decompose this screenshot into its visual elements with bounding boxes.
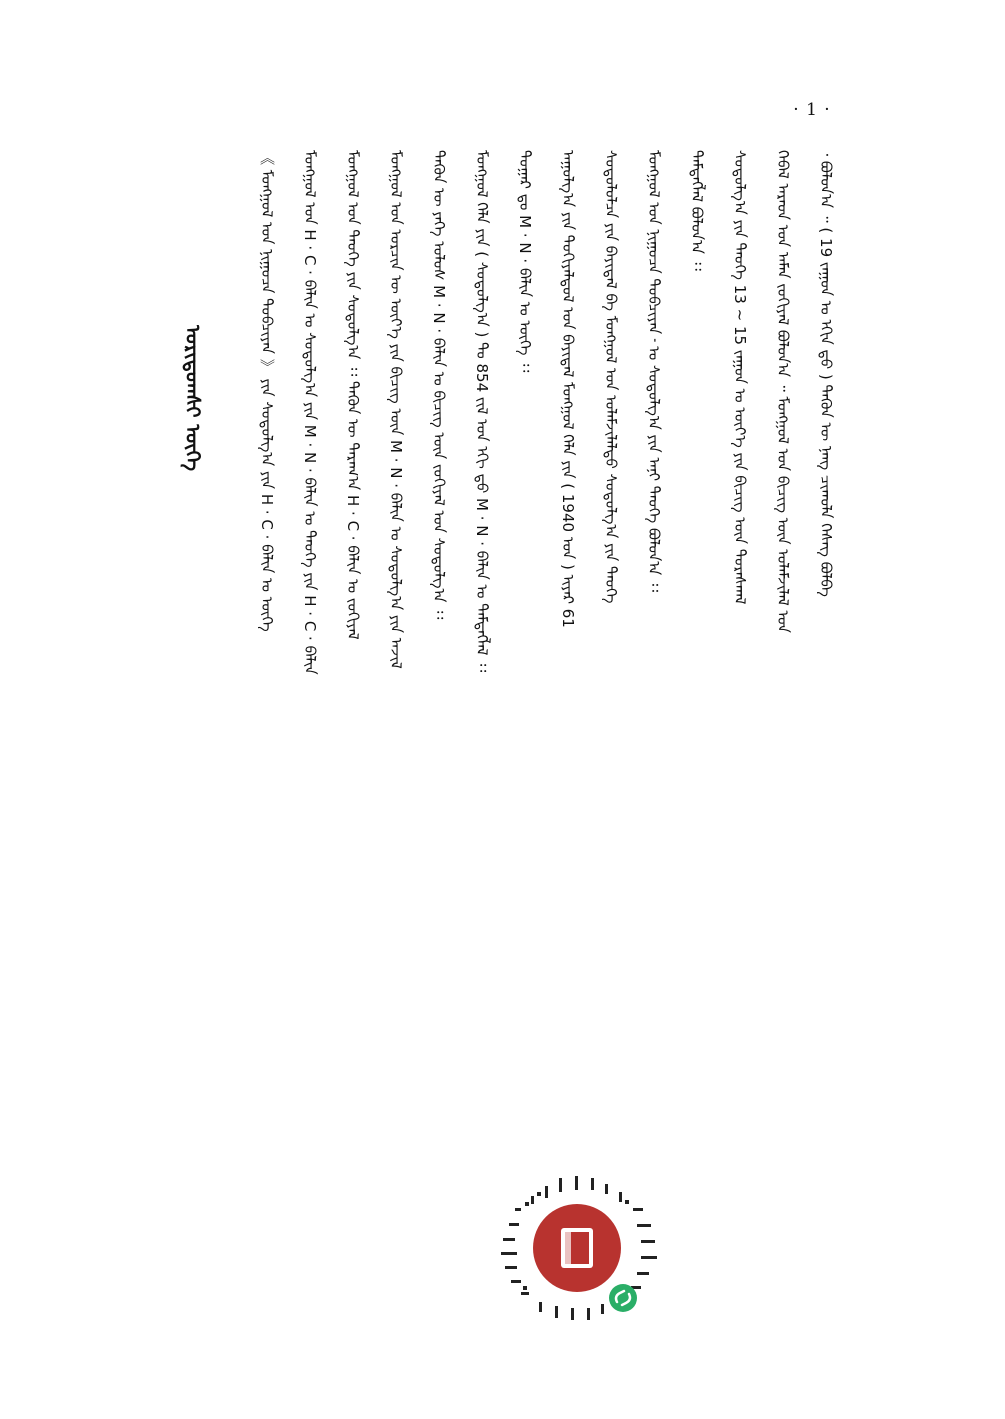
text-line-13: ᠮᠣᠩᠭᠣᠯ ᠤᠨ H · C · ᠪᠠᠯᠢᠨ ᠤ ᠰᠤᠳᠤᠯᠭ᠎ᠠ ᠶᠢᠨ M · N · ᠪᠠᠯᠢᠨ ᠤ ᠲᠡᠦᠬᠡ ᠶᠢᠨ H · C · ᠪᠠᠯᠢᠨ (301, 150, 319, 675)
book-icon (561, 1228, 593, 1268)
text-line-6: ᠰᠤᠳᠤᠯᠤᠯᠴᠠ ᠶᠢᠨ ᠪᠠᠶᠢᠳᠠᠯ ᠪᠠ ᠮᠣᠩᠭᠣᠯ ᠤᠨ ᠤᠯᠠᠮᠵᠢᠯᠠᠯᠲᠤ ᠰᠤᠳᠤᠯᠭ᠎ᠠ ᠶᠢᠨ ᠲᠡᠦᠬᠡ (602, 150, 620, 604)
text-line-12: ᠮᠣᠩᠭᠣᠯ ᠤᠨ ᠲᠡᠦᠬᠡ ᠶᠢᠨ ᠰᠤᠳᠤᠯᠭ᠎ᠠ ᠄᠄ ᠲᠡᠭᠦᠨ ᠦ ᠳᠠᠷᠠᠭ᠎ᠠ H · C · ᠪᠠᠯᠢᠨ ᠤ ᠵᠣᠬᠢᠶᠠᠯ (344, 150, 362, 640)
text-line-4: ᠲᠡᠮᠳᠡᠭᠯᠡᠯ ᠪᠣᠯᠤᠨ᠎ᠠ ᠄᠄ (688, 150, 706, 271)
link-icon (609, 1284, 637, 1312)
text-line-1: ᠂ ᠪᠣᠯᠤᠨ᠎ᠠ ᠃ ( 19 ᠵᠠᠭᠤᠨ ᠤ ᠡᠬᠢᠨ ᠳ᠋ᠦ ) ᠲᠡᠭᠦᠨ ᠦ ᠨᠡᠩ ᠴᠢᠬᠤᠯᠠ ᠬᠡᠰᠡᠭ ᠪᠣᠯᠪᠠ (817, 150, 835, 597)
text-line-10: ᠲᠡᠭᠦᠨ ᠦ ᠶᠡᠬᠡ ᠤᠯᠤᠰ M · N · ᠪᠠᠯᠢᠨ ᠤ ᠪᠢᠴᠢᠭ᠌ ᠦᠨ ᠵᠣᠬᠢᠶᠠᠯ ᠤᠨ ᠰᠤᠳᠤᠯᠭ᠎ᠠ ᠄᠄ (430, 150, 448, 620)
mini-program-qr-code-icon[interactable] (495, 1168, 665, 1328)
text-line-2: ᠭᠡᠪᠡᠯ ᠠᠷᠠᠳ ᠤᠨ ᠠᠮᠠᠨ ᠵᠣᠬᠢᠶᠠᠯ ᠪᠣᠯᠤᠨ᠎ᠠ ᠃ ᠮᠣᠩᠭᠣᠯ ᠤᠨ ᠪᠢᠴᠢᠭ᠌ ᠦᠨ ᠤᠯᠠᠮᠵᠢᠯᠠᠯ ᠤᠨ (774, 150, 792, 633)
text-line-5: ᠮᠣᠩᠭᠣᠯ ᠤᠨ ᠨᠢᠭᠤᠴᠠ ᠲᠣᠪᠴᠢᠶᠠᠨ ᠊ ᠤ ᠰᠤᠳᠤᠯᠭ᠎ᠠ ᠶᠢᠨ ᠠᠨᠢ ᠲᠡᠦᠬᠡ ᠪᠣᠯᠤᠨ᠎ᠠ ᠄᠄ (645, 150, 663, 593)
text-line-14: 《 ᠮᠣᠩᠭᠣᠯ ᠤᠨ ᠨᠢᠭᠤᠴᠠ ᠲᠣᠪᠴᠢᠶᠠᠨ 》 ᠶᠢᠨ ᠰᠤᠳᠤᠯᠭ᠎ᠠ ᠶᠢᠨ H · C · ᠪᠠᠯᠢᠨ ᠤ ᠦᠭᠡ (258, 150, 276, 632)
text-line-3: ᠰᠤᠳᠤᠯᠭ᠎ᠠ ᠶᠢᠨ ᠲᠡᠦᠬᠡ 13 ~ 15 ᠵᠠᠭᠤᠨ ᠤ ᠦᠶ᠎ᠡ ᠶᠢᠨ ᠪᠢᠴᠢᠭ᠌ ᠦᠨ ᠳᠤᠷᠠᠰᠬᠠᠯ (731, 150, 749, 605)
text-line-9: ᠮᠣᠩᠭᠣᠯ ᠬᠡᠯᠡ ᠶᠢᠨ ( ᠰᠤᠳᠤᠯᠭ᠎ᠠ ) ᠲᠤ 854 ᠵᠢᠯ ᠤᠨ ᠡᠬᠢ ᠳ᠋ᠦ M · N · ᠪᠠᠯᠢᠨ ᠤ ᠲᠡᠮᠳᠡᠭᠯᠡᠯ ᠄᠄ (473, 150, 491, 673)
page-number: · 1 · (793, 100, 831, 120)
text-line-7: ᠠᠭᠤᠯᠭ᠎ᠠ ᠶᠢᠨ ᠲᠣᠬᠢᠶᠠᠯᠳᠤᠯ ᠤᠨ ᠪᠠᠶᠢᠳᠠᠯ ᠮᠣᠩᠭᠣᠯ ᠬᠡᠯᠡ ᠶᠢᠨ ( 1940 ᠣᠨ ) ᠢᠶᠠᠷ 61 (559, 150, 577, 628)
page-title: ᠤᠷᠢᠳᠤᠭᠰᠢ ᠦᠭᠡ (181, 325, 205, 472)
text-line-11: ᠮᠣᠩᠭᠣᠯ ᠤᠨ ᠣᠷᠴᠢᠨ ᠦ ᠦᠶ᠎ᠡ ᠶᠢᠨ ᠪᠢᠴᠢᠭ᠌ ᠦᠨ M · N · ᠪᠠᠯᠢᠨ ᠤ ᠰᠤᠳᠤᠯᠭ᠎ᠠ ᠶᠢᠨ ᠠᠵᠢᠯ (387, 150, 405, 669)
text-line-8: ᠳᠤᠭᠠᠷ ᠳᠤ M · N · ᠪᠠᠯᠢᠨ ᠤ ᠦᠭᠡ ᠄᠄ (516, 150, 534, 373)
